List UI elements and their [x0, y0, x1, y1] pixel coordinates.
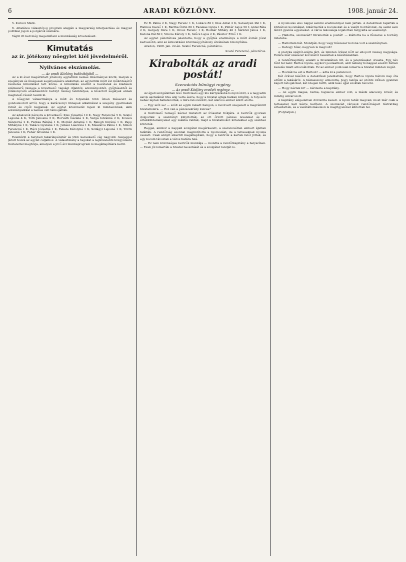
novel-paragraph: A tisztviselő remegő kézzel mutatott az íróasztal fiókjára. A betörők gyorsan dolgoztak: a szekrényt kinyitották, az ott őrzött pénzes leveleket és az értékküldeményeket egy zsákba rakták, majd a hivatalnokot kötelekkel egy székhez kötözték.	[140, 111, 266, 126]
article-title: Kimutatás	[46, 44, 94, 54]
signature-line: Szabó Ferencné, pénztáros.	[225, 48, 266, 53]
column-3	[274, 22, 398, 556]
intro-paragraph: 6. Altalános választójog program alapján a magyarság kiterjesztése és magyar politikai jogok a polgárok számára.	[8, 25, 132, 34]
separator	[28, 40, 112, 41]
column-2	[140, 22, 266, 556]
page-number: 6	[8, 7, 12, 15]
novel-paragraph: — Hogy néztek ki? — kérdezte a kapitány.	[278, 85, 340, 90]
separator	[28, 62, 112, 63]
novel-paragraph: Az éjjeli szolgálatban lévő tisztviselő egy kis kártyázásba bonyolódott, s a negyedik sarok asztalánál ülve alig vette észre, hogy a hivatal ajtaja halkan kinyílik. A folyosón nehéz léptek hallatszottak, s mire felocsúdott, két álarcos ember állott előtte.	[140, 91, 266, 103]
novel-paragraph: A rendőrkapitány ezalatt a hivatalában ült, és a jelentéseket olvasta. Egy név tűnt fel neki: Bartos Gyula, egykori postaaltiszt, akit néhány hónappal ezelőtt hűtlen kezelés miatt elbocsátottak. Ez az ember pontosan ismerte a hivatal minden zugát.	[274, 57, 398, 70]
page-header	[8, 4, 398, 19]
novel-paragraph: — Ez nem közönséges betörők munkája — mondta a rendőrkapitány a helyszínen. — Ezek jól ismerték a hivatal beosztását és a szolgálat rendjét is.	[140, 141, 266, 150]
intro-paragraph: Végül itt kell még megemlíteni a munkásság követeléseit.	[12, 33, 97, 38]
novel-paragraph: — Az egyik magas, barna, bajuszos ember volt, a másik alacsony, kövér, és mindig szivarozott.	[274, 90, 398, 98]
issue-date: 1908. január 24.	[347, 7, 398, 15]
novel-byline: — Az aradi Közlöny eredeti regénye —	[171, 88, 235, 93]
novel-paragraph: A kapitány elégedetten dörzsölte kezeit. A nyom tehát megvan; most már csak a tetteseket kell kézre keríteni. A szomszéd városok rendőrségeit táviratilag értesítették, és a vasútállomásokon is megfigyelőket állítottak fel.	[274, 98, 398, 110]
article-byline: — Az aradi Közlöny tudósítójától —	[41, 72, 99, 77]
article-paragraph: Az egylet pénztárosa jelentette, hogy a gyűjtés eredménye a múlt évinél jóval kedvezőbb, ami az áldozatkész közönség jótékony érzékének bizonyítéka.	[140, 36, 266, 44]
article-subtitle: az ír. jótékony nőegylet kiél jövedelméről.	[11, 54, 129, 61]
column-divider	[270, 22, 271, 556]
novel-paragraph: Reggel, amikor a nappali szolgálat megérkezett, a szerencsétlen embert ájultan találták. A rendőrség azonnal megindította a nyomozást, de a tetteseknek nyoma veszett. Csak annyit sikerült megállapítani, hogy a betörők a kertek felől jöttek, és egy kocsin távoztak a város határa felé.	[140, 126, 266, 141]
article-section-heading: Nyilvános elszámolás.	[39, 65, 101, 72]
novel-paragraph: Két órával később a detektívek jelentették, hogy Bartos Gyula három nap óta eltűnt a lakásáról. A háziasszony elmondta, hogy lakója az utóbbi időben gyakran kapott látogatókat, két idegen férfit, akik késő éjjel szoktak távozni.	[274, 74, 398, 86]
novel-paragraph: — Hallottam hát. Mondják, hogy vagy húszezer korona volt a szekrényben.	[278, 40, 388, 45]
novel-paragraph: — Egy szót se! — szólt az egyik rekedt hangon, s revolvert szegezett a megrémült hivatalnokra. — Hol van a pénzszekrény kulcsa?	[140, 103, 266, 111]
novel-paragraph: — Hallotta, szomszéd? Kirabolták a postát! — kiáltotta be a fűszeres a borbély üzletébe.	[274, 32, 398, 41]
novel-title: Kirabolták az aradi postát!	[149, 59, 257, 82]
article-paragraph: Aradon, 1908. jan. 22-én. Szabó Ferencné, pénztáros.	[144, 44, 223, 49]
novel-paragraph: — Dehogy húsz, negyven is megvolt!	[278, 45, 332, 50]
article-paragraph: Az a ki évet megérintett jótékony egyletünk nemes intézményei közül, melyek a szegények és ínségesek segélyezésére alakultak, az egyletünk múlt évi működéséről részletes kimutatást tett közzé. A kimutatás szerint a bevételek és kiadások számszerű összege a következő: tagsági díjakból, adományokból, gyűjtésekből és jótékonycélú előadásokból befolyt összeg tekintélyes, a kiosztott segélyek ennek megfelelő részét teszik ki.	[8, 75, 132, 97]
column-1	[8, 22, 132, 556]
masthead: ARADI KÖZLÖNY.	[143, 7, 217, 15]
article-paragraph: A nőegylet választmánya a múlt év folyamán több ízben ülésezett és gondoskodott arról, hogy a karácsonyi ünnepek alkalmával a szegény gyermekek ruhát és cipőt kapjanak. Az egylet köszönetét fejezi ki mindazoknak, akik adományaikkal a nemes célt támogatták.	[8, 97, 132, 113]
intro-paragraph: 5. Kurucz Márk.	[12, 22, 36, 25]
novel-paragraph: — Hozzák be ezt a Bartost! — adta ki a parancsot.	[278, 69, 352, 74]
novel-paragraph: A pletyka szájról-szájra járt, és minden órával nőtt az ellopott összeg nagysága. Estére már százezer koronáról beszéltek a kávéházakban.	[274, 49, 398, 58]
article-paragraph: Ez B. Pálné 2 K, Nagy Ferenc 1 K, Lukács 80 f, Kiss Antal 2 K, Sebestyén Pál 1 K, Halmos Dezső 1 K, Bartha Ödön 60 f, Fazekas Gyula 1 K, Pintér Lajos 50 f, Antal Béla 2 K, Gergely Imre 1 K, Orosz Ferenc 1 K, Bodnár Mihály 40 f, Sárközi János 1 K, Katona Pál 60 f, Vincze Károly 1 K, Szűcs Lajos 2 K, Pásztor Ernő 1 K.	[140, 22, 266, 36]
novel-paragraph: (Folytatjuk.)	[278, 110, 296, 115]
article-paragraph: Ezenkívül a helybeli takarékpénztár és több kereskedő cég nagyobb összeggel járult hozzá az egylet céljaihoz. A választmány a tagokat a legközelebbi közgyűlésre tisztelettel meghívja, amelyen a jövő évi munkaprogram is megállapításra kerül.	[8, 134, 132, 147]
novel-subtitle: Szenzációs bűnügyi regény.	[175, 82, 231, 88]
separator	[160, 55, 246, 56]
column-divider	[136, 22, 137, 556]
novel-paragraph: A nyomozás első napjai semmi eredménnyel nem jártak. A detektívek bejárták a külvárosi kocsmákat, kikérdezték a kocsisokat és a vasúti hordárokat, de senki sem látott gyanús egyéneket. A város lakossága izgatottan tárgyalta az eseményt.	[274, 22, 398, 33]
article-paragraph: Az adakozók névsora a következő: Kiss Józsefné 10 K, Nagy Ferencné 5 K, Szabó Lajosné 4 K, Tóth Jánosné 3 K, Horváth Gézáné 2 K, Varga Istvánné 2 K, Kovács Sándorné 2 K, Farkas Béláné 1 K, Molnár Antalné 1 K, Balogh Imréné 1 K, Papp Mihályné 1 K, Takács Gyuláné 1 K, Juhász Lászlóné 1 K, Mészáros Pálné 1 K, Simon Ferencné 1 K, Rácz Józsefné 1 K, Fekete Károlyné 1 K, Szilágyi Lajosné 1 K, Török Jánosné 1 K, Fehér Istvánné 1 K.	[8, 112, 132, 135]
